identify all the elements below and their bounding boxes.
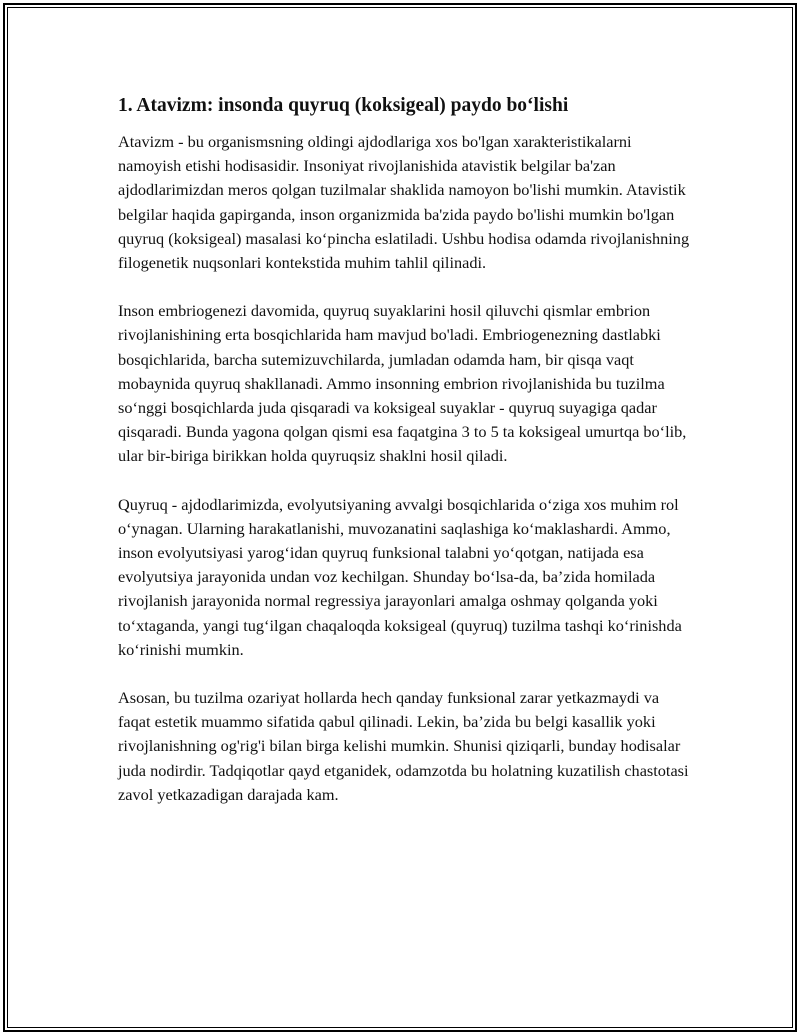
document-body [118,92,692,831]
paragraph-1: Atavizm - bu organismsning oldingi ajdodlariga xos bo'lgan xarakteristikalarni namoyish etishi hodisasidir. Insoniyat rivojlanishida atavistik belgilar ba'zan ajdodlarimizdan meros qolgan tuzilmalar shaklida namoyon bo'lishi mumkin. Atavistik belgilar haqida gapirganda, inson organizmida ba'zida paydo bo'lishi mumkin bo'lgan quyruq (koksigeal) masalasi ko‘pincha eslatiladi. Ushbu hodisa odamda rivojlanishning filogenetik nuqsonlari kontekstida muhim tahlil qilinadi. [118,132,690,273]
paragraph-3: Quyruq - ajdodlarimizda, evolyutsiyaning avvalgi bosqichlarida o‘ziga xos muhim rol o‘ynagan. Ularning harakatlanishi, muvozanatini saqlashiga ko‘maklashardi. Ammo, inson evolyutsiyasi yarog‘idan quyruq funksional talabni yo‘qotgan, natijada esa evolyutsiya jarayonida undan voz kechilgan. Shunday bo‘lsa-da, ba’zida homilada rivojlanish jarayonida normal regressiya jarayonlari amalga oshmay qolganda yoki to‘xtaganda, yangi tug‘ilgan chaqaloqda koksigeal (quyruq) tuzilma tashqi ko‘rinishda ko‘rinishi mumkin. [118,494,682,659]
paragraph-4: Asosan, bu tuzilma ozariyat hollarda hech qanday funksional zarar yetkazmaydi va faqat estetik muammo sifatida qabul qilinadi. Lekin, ba’zida bu belgi kasallik yoki rivojlanishning og'rig'i bilan birga kelishi mumkin. Shunisi qiziqarli, bunday hodisalar juda nodirdir. Tadqiqotlar qayd etganidek, odamzotda bu holatning kuzatilish chastotasi zavol yetkazadigan darajada kam. [118,688,689,804]
paragraph-2: Inson embriogenezi davomida, quyruq suyaklarini hosil qiluvchi qismlar embrion rivojlanishining erta bosqichlarida ham mavjud bo'ladi. Embriogenezning dastlabki bosqichlarida, barcha sutemizuvchilarda, jumladan odamda ham, bir qisqa vaqt mobaynida quyruq shakllanadi. Ammo insonning embrion rivojlanishida bu tuzilma so‘nggi bosqichlarda juda qisqaradi va koksigeal suyaklar - quyruq suyagiga qadar qisqaradi. Bunda yagona qolgan qismi esa faqatgina 3 to 5 ta koksigeal umurtqa bo‘lib, ular bir-biriga birikkan holda quyruqsiz shaklni hosil qiladi. [118,301,687,466]
section-title: 1. Atavizm: insonda quyruq (koksigeal) paydo bo‘lishi [118,95,569,116]
